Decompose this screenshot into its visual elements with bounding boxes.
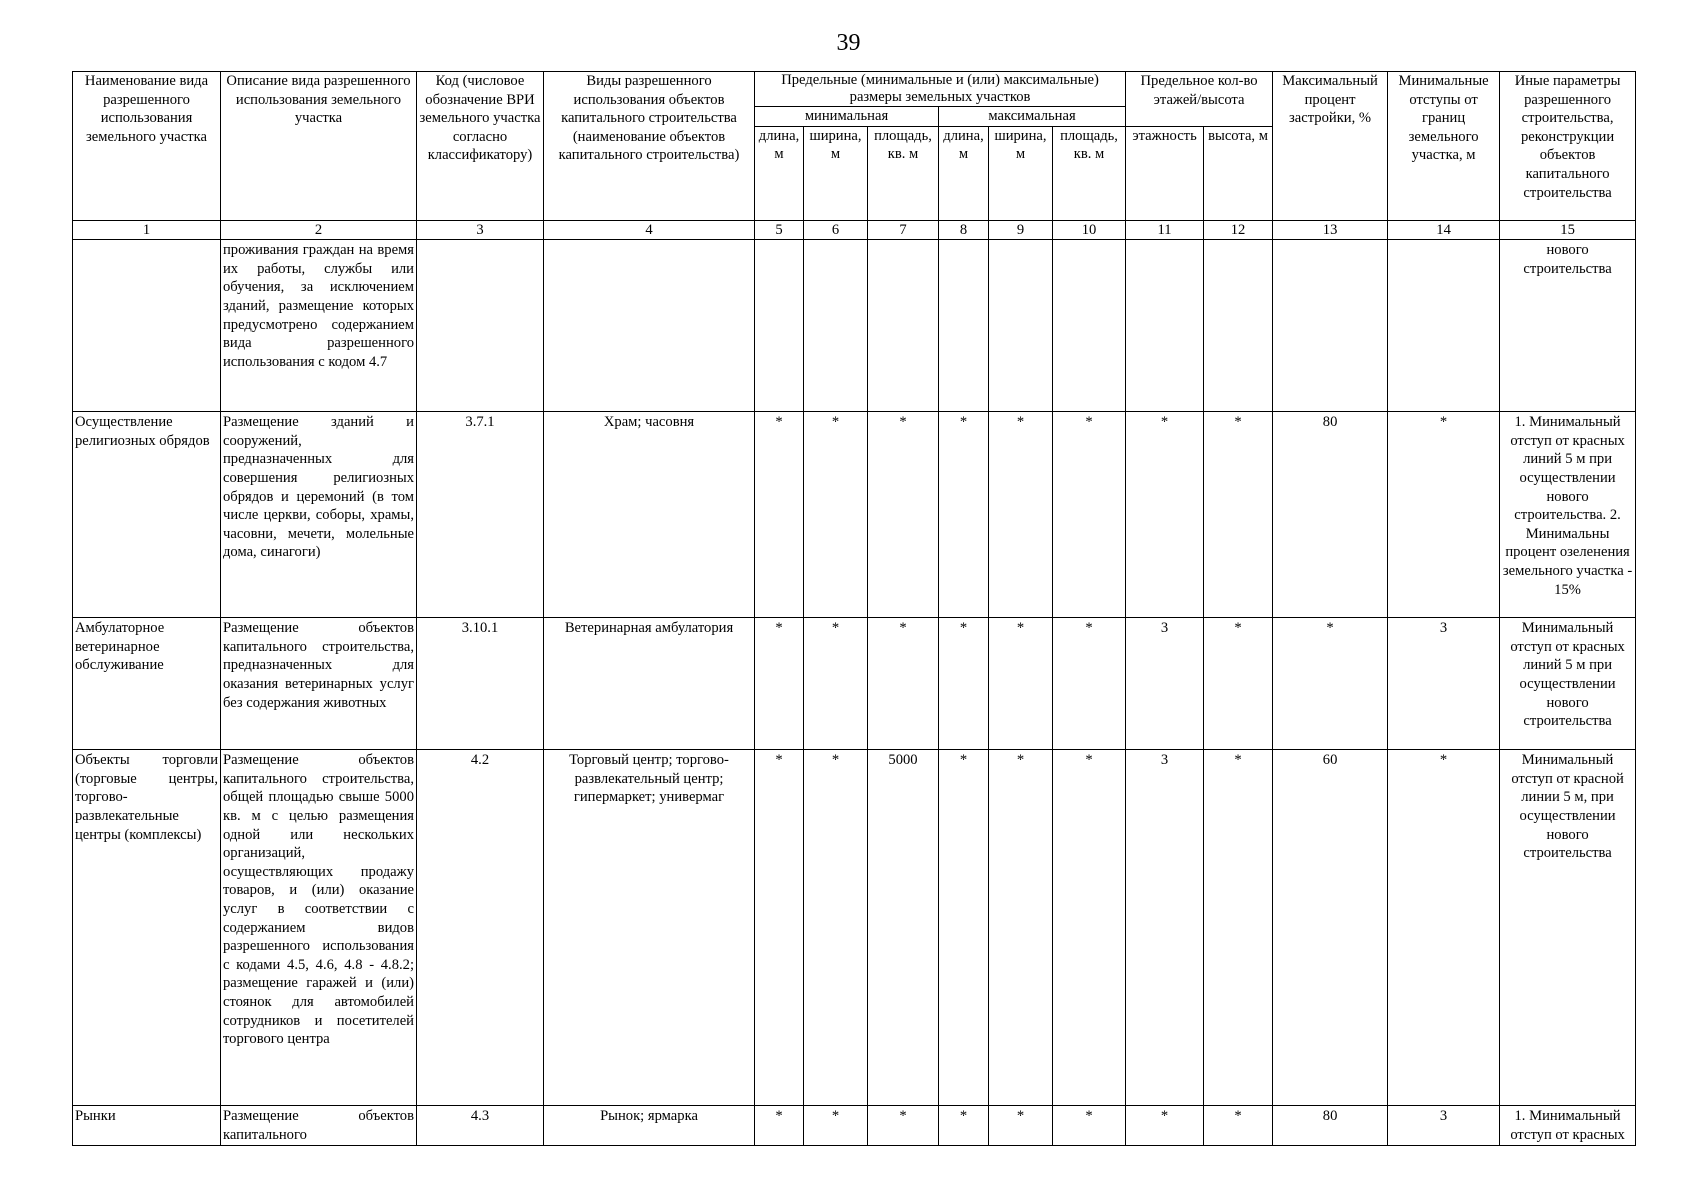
max-length: *	[939, 1106, 989, 1146]
header-min-setbacks: Минимальные отступы от границ земельного участка, м	[1388, 72, 1500, 221]
max-area: *	[1053, 618, 1126, 750]
column-number: 6	[804, 220, 868, 240]
land-use-code	[417, 240, 544, 412]
header-description: Описание вида разрешенного использования земельного участка	[221, 72, 417, 221]
min-setback: *	[1388, 412, 1500, 618]
max-length: *	[939, 750, 989, 1106]
height: *	[1204, 750, 1273, 1106]
header-land-use-name: Наименование вида разрешенного использования земельного участка	[73, 72, 221, 221]
max-coverage: *	[1273, 618, 1388, 750]
land-use-code: 4.2	[417, 750, 544, 1106]
column-number: 8	[939, 220, 989, 240]
table-row	[73, 412, 1636, 618]
header-max-area: площадь, кв. м	[1053, 126, 1126, 220]
floor-count: *	[1126, 1106, 1204, 1146]
height: *	[1204, 618, 1273, 750]
header-max-coverage: Максимальный процент застройки, %	[1273, 72, 1388, 221]
header-max-length: длина, м	[939, 126, 989, 220]
building-types	[544, 240, 755, 412]
column-number: 7	[868, 220, 939, 240]
floor-count: *	[1126, 412, 1204, 618]
table-row	[73, 1106, 1636, 1146]
column-number: 15	[1500, 220, 1636, 240]
building-types: Торговый центр; торгово-развлекательный центр; гипермаркет; универмаг	[544, 750, 755, 1106]
min-width: *	[804, 750, 868, 1106]
header-min-area: площадь, кв. м	[868, 126, 939, 220]
header-height: высота, м	[1204, 126, 1273, 220]
max-width: *	[989, 412, 1053, 618]
land-use-description: Размещение зданий и сооружений, предназначенных для совершения религиозных обрядов и церемоний (в том числе церкви, соборы, храмы, часовни, мечети, молельные дома, синагоги)	[221, 412, 417, 618]
column-number: 4	[544, 220, 755, 240]
min-area	[868, 240, 939, 412]
floor-count: 3	[1126, 750, 1204, 1106]
other-params: 1. Минимальный отступ от красных	[1500, 1106, 1636, 1146]
land-use-name: Объекты торговли (торговые центры, торгово-развлекательные центры (комплексы)	[73, 750, 221, 1106]
column-number: 5	[755, 220, 804, 240]
header-floor-count: этажность	[1126, 126, 1204, 220]
other-params: Минимальный отступ от красных линий 5 м при осуществлении нового строительства	[1500, 618, 1636, 750]
min-area: *	[868, 1106, 939, 1146]
header-max-width: ширина, м	[989, 126, 1053, 220]
max-width: *	[989, 1106, 1053, 1146]
height: *	[1204, 1106, 1273, 1146]
land-use-name: Осуществление религиозных обрядов	[73, 412, 221, 618]
header-code: Код (числовое обозначение ВРИ земельного участка согласно классификатору)	[417, 72, 544, 221]
max-width: *	[989, 618, 1053, 750]
other-params: нового строительства	[1500, 240, 1636, 412]
building-types: Рынок; ярмарка	[544, 1106, 755, 1146]
page-number: 39	[836, 30, 861, 56]
max-coverage	[1273, 240, 1388, 412]
header-plot-sizes: Предельные (минимальные и (или) максимальные) размеры земельных участков	[755, 72, 1126, 107]
column-number: 3	[417, 220, 544, 240]
min-area: 5000	[868, 750, 939, 1106]
land-use-description: проживания граждан на время их работы, службы или обучения, за исключением зданий, размещение которых предусмотрено содержанием вида разрешенного использования с кодом 4.7	[221, 240, 417, 412]
height	[1204, 240, 1273, 412]
column-number: 2	[221, 220, 417, 240]
building-types: Храм; часовня	[544, 412, 755, 618]
min-area: *	[868, 618, 939, 750]
max-width: *	[989, 750, 1053, 1106]
min-length: *	[755, 618, 804, 750]
land-use-description: Размещение объектов капитального	[221, 1106, 417, 1146]
column-number: 12	[1204, 220, 1273, 240]
land-use-description: Размещение объектов капитального строительства, общей площадью свыше 5000 кв. м с целью размещения одной или нескольких организаций, осуществляющих продажу товаров, и (или) оказание услуг в соответствии с содержанием видов разрешенного использования с кодами 4.5, 4.6, 4.8 - 4.8.2; размещение гаражей и (или) стоянок для автомобилей сотрудников и посетителей торгового центра	[221, 750, 417, 1106]
max-area	[1053, 240, 1126, 412]
land-use-code: 3.10.1	[417, 618, 544, 750]
table-row	[73, 618, 1636, 750]
land-use-table	[72, 71, 1636, 1146]
column-number-row	[73, 220, 1636, 240]
header-other-params: Иные параметры разрешенного строительства, реконструкции объектов капитального строительства	[1500, 72, 1636, 221]
land-use-code: 3.7.1	[417, 412, 544, 618]
table-row	[73, 240, 1636, 412]
min-width: *	[804, 412, 868, 618]
min-setback	[1388, 240, 1500, 412]
land-use-name	[73, 240, 221, 412]
land-use-name: Рынки	[73, 1106, 221, 1146]
column-number: 11	[1126, 220, 1204, 240]
max-coverage: 80	[1273, 1106, 1388, 1146]
floor-count	[1126, 240, 1204, 412]
header-floors-height: Предельное кол-во этажей/высота	[1126, 72, 1273, 127]
min-length: *	[755, 412, 804, 618]
header-building-types: Виды разрешенного использования объектов капитального строительства (наименование объектов капитального строительства)	[544, 72, 755, 221]
min-setback: 3	[1388, 1106, 1500, 1146]
table-row	[73, 750, 1636, 1106]
other-params: 1. Минимальный отступ от красных линий 5 м при осуществлении нового строительства. 2. Минимальны процент озеленения земельного участка - 15%	[1500, 412, 1636, 618]
height: *	[1204, 412, 1273, 618]
column-number: 10	[1053, 220, 1126, 240]
min-width	[804, 240, 868, 412]
land-use-description: Размещение объектов капитального строительства, предназначенных для оказания ветеринарных услуг без содержания животных	[221, 618, 417, 750]
max-area: *	[1053, 1106, 1126, 1146]
min-width: *	[804, 1106, 868, 1146]
min-setback: *	[1388, 750, 1500, 1106]
header-minimum: минимальная	[755, 107, 939, 127]
land-use-code: 4.3	[417, 1106, 544, 1146]
land-use-name: Амбулаторное ветеринарное обслуживание	[73, 618, 221, 750]
min-length: *	[755, 750, 804, 1106]
max-length	[939, 240, 989, 412]
max-width	[989, 240, 1053, 412]
building-types: Ветеринарная амбулатория	[544, 618, 755, 750]
floor-count: 3	[1126, 618, 1204, 750]
max-area: *	[1053, 750, 1126, 1106]
column-number: 14	[1388, 220, 1500, 240]
max-length: *	[939, 618, 989, 750]
max-area: *	[1053, 412, 1126, 618]
header-maximum: максимальная	[939, 107, 1126, 127]
max-coverage: 60	[1273, 750, 1388, 1106]
min-setback: 3	[1388, 618, 1500, 750]
header-min-length: длина, м	[755, 126, 804, 220]
min-length: *	[755, 1106, 804, 1146]
min-area: *	[868, 412, 939, 618]
other-params: Минимальный отступ от красной линии 5 м, при осуществлении нового строительства	[1500, 750, 1636, 1106]
max-coverage: 80	[1273, 412, 1388, 618]
min-width: *	[804, 618, 868, 750]
header-min-width: ширина, м	[804, 126, 868, 220]
column-number: 9	[989, 220, 1053, 240]
max-length: *	[939, 412, 989, 618]
column-number: 1	[73, 220, 221, 240]
min-length	[755, 240, 804, 412]
column-number: 13	[1273, 220, 1388, 240]
